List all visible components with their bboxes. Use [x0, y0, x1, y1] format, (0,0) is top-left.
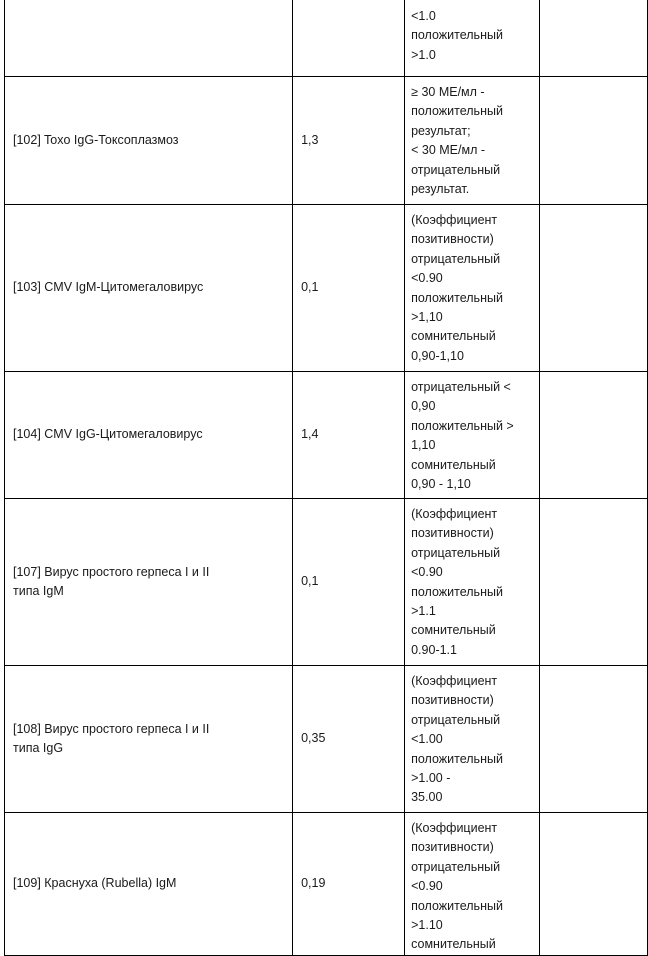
result-value-cell: 0,19 — [293, 813, 405, 956]
reference-range-cell: (Коэффициент позитивности) отрицательный <0.90 положительный >1,10 сомнительный 0,90-1,10 — [405, 205, 540, 372]
test-name-cell: [107] Вирус простого герпеса I и II типа IgM — [5, 499, 293, 666]
reference-range-cell: (Коэффициент позитивности) отрицательный <0.90 положительный >1.10 сомнительный — [405, 813, 540, 956]
note-cell — [540, 205, 648, 372]
table-row — [5, 205, 648, 372]
result-value-cell: 0,1 — [293, 499, 405, 666]
note-cell — [540, 0, 648, 77]
result-value-cell — [293, 0, 405, 77]
table-row — [5, 499, 648, 666]
test-name-cell: [109] Краснуха (Rubella) IgM — [5, 813, 293, 956]
test-name-cell: [104] CMV IgG-Цитомегаловирус — [5, 372, 293, 499]
result-value-cell: 0,35 — [293, 666, 405, 813]
table-row — [5, 372, 648, 499]
result-value-cell: 1,3 — [293, 77, 405, 205]
lab-results-table — [4, 0, 648, 956]
result-value-cell: 1,4 — [293, 372, 405, 499]
table-row — [5, 813, 648, 956]
reference-range-cell: <1.0 положительный >1.0 — [405, 0, 540, 77]
note-cell — [540, 77, 648, 205]
table-row — [5, 666, 648, 813]
reference-range-cell: ≥ 30 МЕ/мл - положительный результат; < 30 МЕ/мл - отрицательный результат. — [405, 77, 540, 205]
test-name-cell: [103] CMV IgM-Цитомегаловирус — [5, 205, 293, 372]
table-row — [5, 77, 648, 205]
test-name-cell — [5, 0, 293, 77]
test-name-cell: [102] Toxo IgG-Токсоплазмоз — [5, 77, 293, 205]
reference-range-cell: (Коэффициент позитивности) отрицательный <1.00 положительный >1.00 - 35.00 — [405, 666, 540, 813]
reference-range-cell: отрицательный < 0,90 положительный > 1,10 сомнительный 0,90 - 1,10 — [405, 372, 540, 499]
note-cell — [540, 499, 648, 666]
result-value-cell: 0,1 — [293, 205, 405, 372]
note-cell — [540, 372, 648, 499]
test-name-cell: [108] Вирус простого герпеса I и II типа IgG — [5, 666, 293, 813]
table-row — [5, 0, 648, 77]
reference-range-cell: (Коэффициент позитивности) отрицательный <0.90 положительный >1.1 сомнительный 0.90-1.1 — [405, 499, 540, 666]
note-cell — [540, 813, 648, 956]
note-cell — [540, 666, 648, 813]
